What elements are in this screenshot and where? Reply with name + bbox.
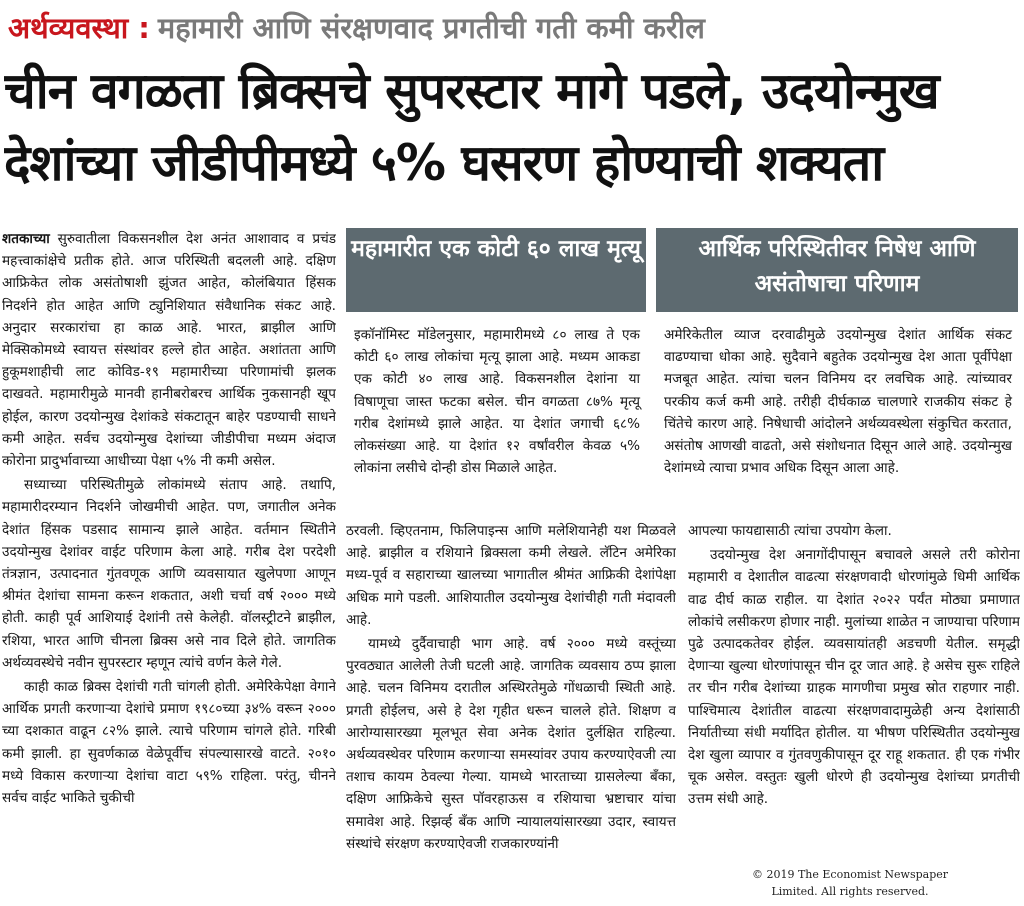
copyright-line-1: © 2019 The Economist Newspaper bbox=[751, 868, 949, 881]
kicker-separator: : bbox=[138, 11, 150, 45]
lead-word: शतकाच्या bbox=[2, 231, 50, 247]
paragraph-3: काही काळ ब्रिक्स देशांची गती चांगली होती. अमेरिकेपेक्षा वेगाने आर्थिक प्रगती करणाऱ्या देशांचे प्रमाण १९८०च्या ३४% वरून २००० च्या दशकात वाढून ८२% झाले. त्याचे परिणाम चांगले होते. गरिबी कमी झाली. हा सुवर्णकाळ वेळेपूर्वीच संपल्यासारखे वाटते. २०१० मध्ये विकास करणाऱ्या देशांचा वाटा ५९% राहिला. परंतु, चीनने सर्वच वाईट भाकिते चुकीची bbox=[2, 679, 336, 807]
headline-line-1: चीन वगळता ब्रिक्सचे सुपरस्टार मागे पडले, उदयोन्मुख bbox=[4, 62, 939, 120]
paragraph-7: उदयोन्मुख देश अनागोंदीपासून बचावले असले तरी कोरोना महामारी व देशातील वाढत्या संरक्षणवादी धोरणांमुळे धिमी आर्थिक वाढ दीर्घ काळ राहील. या देशांत २०२२ पर्यंत मोठ्या प्रमाणात लोकांचे लसीकरण होणार नाही. मुलांच्या शाळेत न जाण्याचा परिणाम पुढे उत्पादकतेवर होईल. व्यवसायांतही अडचणी येतील. समृद्धी देणाऱ्या खुल्या धोरणांपासून चीन दूर जात आहे. हे असेच सुरू राहिले तर चीन गरीब देशांच्या ग्राहक मागणीचा प्रमुख स्रोत राहणार नाही. पाश्चिमात्य देशांतील वाढत्या संरक्षणवादामुळेही अन्य देशांसाठी निर्यातीच्या संधी मर्यादित होतील. या भीषण परिस्थितीत उदयोन्मुख देश खुला व्यापार व गुंतवणुकीपासून दूर राहू शकतात. ही एक गंभीर चूक असेल. वस्तुतः खुली धोरणे ही उदयोन्मुख देशांच्या प्रगतीची उत्तम संधी आहे. bbox=[688, 547, 1020, 808]
copyright-notice bbox=[740, 866, 960, 900]
paragraph-1-text: सुरुवातीला विकसनशील देश अनंत आशावाद व प्रचंड महत्त्वाकांक्षेचे प्रतीक होते. आज परिस्थिती बदलली आहे. दक्षिण आफ्रिकेत लोक असंतोषाशी झुंजत आहेत, कोलंबियात हिंसक निदर्शने होत आहेत आणि ट्युनिशियात संवैधानिक संकट आहे. अनुदार सरकारांचा हा काळ आहे. भारत, ब्राझील आणि मेक्सिकोमध्ये स्वायत्त संस्थांवर हल्ले होत आहेत. अशांतता आणि हुकूमशाहीची लाट कोविड-१९ महामारीच्या परिणामांची झलक दाखवते. महामारीमुळे मानवी हानीबरोबरच आर्थिक नुकसानही खूप होईल, कारण उदयोन्मुख देशांकडे संकटातून बाहेर पडण्याची साधने कमी आहेत. सर्वच उदयोन्मुख देशांच्या जीडीपीचा मध्यम अंदाज कोरोना प्रादुर्भावाच्या आधीच्या पेक्षा ५% नी कमी असेल. bbox=[2, 231, 336, 470]
article-column-2 bbox=[346, 520, 676, 906]
sidebar-box-deaths-body: इकॉनॉमिस्ट मॉडेलनुसार, महामारीमध्ये ८० लाख ते एक कोटी ६० लाख लोकांचा मृत्यू झाला आहे. मध्यम आकडा एक कोटी ४० लाख आहे. विकसनशील देशांना या विषाणूचा जास्त फटका बसेल. चीन वगळता ८७% मृत्यू गरीब देशांमध्ये झाले आहेत. या देशांत जगाची ६८% लोकसंख्या आहे. या देशांत १२ वर्षांवरील केवळ ५% लोकांना लसीचे दोन्ही डोस मिळाले आहेत. bbox=[354, 327, 640, 477]
sidebar-box-deaths-heading: महामारीत एक कोटी ६० लाख मृत्यू bbox=[346, 228, 646, 312]
paragraph-1 bbox=[2, 228, 336, 472]
headline bbox=[4, 56, 1020, 200]
section-label: अर्थव्यवस्था bbox=[8, 11, 129, 45]
sidebar-box-protests bbox=[656, 228, 1018, 485]
paragraph-5: यामध्ये दुर्दैवाचाही भाग आहे. वर्ष २००० मध्ये वस्तूंच्या पुरवठ्यात आलेली तेजी घटली आहे. जागतिक व्यवसाय ठप्प झाला आहे. चलन विनिमय दरातील अस्थिरतेमुळे गोंधळाची स्थिती आहे. प्रगती होईलच, असे हे देश गृहीत धरून चालले होते. शिक्षण व आरोग्यासारख्या मूलभूत सेवा अनेक देशांत दुर्लक्षित राहिल्या. अर्थव्यवस्थेवर परिणाम करणाऱ्या समस्यांवर उपाय करण्याऐवजी त्या तशाच कायम ठेवल्या गेल्या. यामध्ये भारताच्या ग्रासलेल्या बँका, दक्षिण आफ्रिकेचे सुस्त पॉवरहाऊस व रशियाचा भ्रष्टाचार यांचा समावेश आहे. रिझर्व्ह बँक आणि न्यायालयांसारख्या उदार, स्वायत्त संस्थांचे संरक्षण करण्याऐवजी राजकारण्यांनी bbox=[346, 636, 676, 852]
paragraph-4: ठरवली. व्हिएतनाम, फिलिपाइन्स आणि मलेशियानेही यश मिळवले आहे. ब्राझील व रशियाने ब्रिक्सला कमी लेखले. लॅटिन अमेरिका मध्य-पूर्व व सहाराच्या खालच्या भागातील श्रीमंत आफ्रिकी देशांपेक्षा अधिक मागे पडली. आशियातील उदयोन्मुख देशांचीही गती मंदावली आहे. bbox=[346, 523, 676, 628]
sidebar-box-deaths bbox=[346, 228, 646, 485]
article-column-1 bbox=[2, 228, 336, 906]
headline-line-2: देशांच्या जीडीपीमध्ये ५% घसरण होण्याची शक्यता bbox=[4, 134, 884, 192]
copyright-line-2: Limited. All rights reserved. bbox=[771, 885, 929, 898]
kicker-line bbox=[8, 8, 1018, 48]
kicker-topic: महामारी आणि संरक्षणवाद प्रगतीची गती कमी करील bbox=[157, 11, 705, 45]
sidebar-box-protests-heading: आर्थिक परिस्थितीवर निषेध आणि असंतोषाचा परिणाम bbox=[656, 228, 1018, 312]
sidebar-box-protests-body: अमेरिकेतील व्याज दरवाढीमुळे उदयोन्मुख देशांत आर्थिक संकट वाढण्याचा धोका आहे. सुदैवाने बहुतेक उदयोन्मुख देश आता पूर्वीपेक्षा मजबूत आहेत. त्यांचा चलन विनिमय दर लवचिक आहे. त्यांच्यावर परकीय कर्ज कमी आहे. तरीही दीर्घकाळ चालणारे राजकीय संकट हे चिंतेचे कारण आहे. निषेधाची आंदोलने अर्थव्यवस्थेला संकुचित करतात, असंतोष आणखी वाढतो, असे संशोधनात दिसून आले आहे. उदयोन्मुख देशांमध्ये त्याचा प्रभाव अधिक दिसून आला आहे. bbox=[664, 327, 1012, 477]
paragraph-6: आपल्या फायद्यासाठी त्यांचा उपयोग केला. bbox=[688, 523, 892, 539]
article-column-3 bbox=[688, 520, 1020, 860]
paragraph-2: सध्याच्या परिस्थितीमुळे लोकांमध्ये संताप आहे. तथापि, महामारीदरम्यान निदर्शने जोखमीची आहेत. पण, जगातील अनेक देशांत हिंसक पडसाद सामान्य झाले आहेत. वर्तमान स्थितीने उदयोन्मुख देशांवर वाईट परिणाम केला आहे. गरीब देश परदेशी तंत्रज्ञान, उत्पादनात गुंतवणूक आणि व्यवसायात खुलेपणा आणून श्रीमंत देशांचा सामना करून शकतात, अशी चर्चा वर्ष २००० मध्ये होती. काही पूर्व आशियाई देशांनी तसे केलेही. वॉलस्ट्रीटने ब्राझील, रशिया, भारत आणि चीनला ब्रिक्स असे नाव दिले होते. जागतिक अर्थव्यवस्थेचे नवीन सुपरस्टार म्हणून त्यांचे वर्णन केले गेले. bbox=[2, 477, 336, 671]
